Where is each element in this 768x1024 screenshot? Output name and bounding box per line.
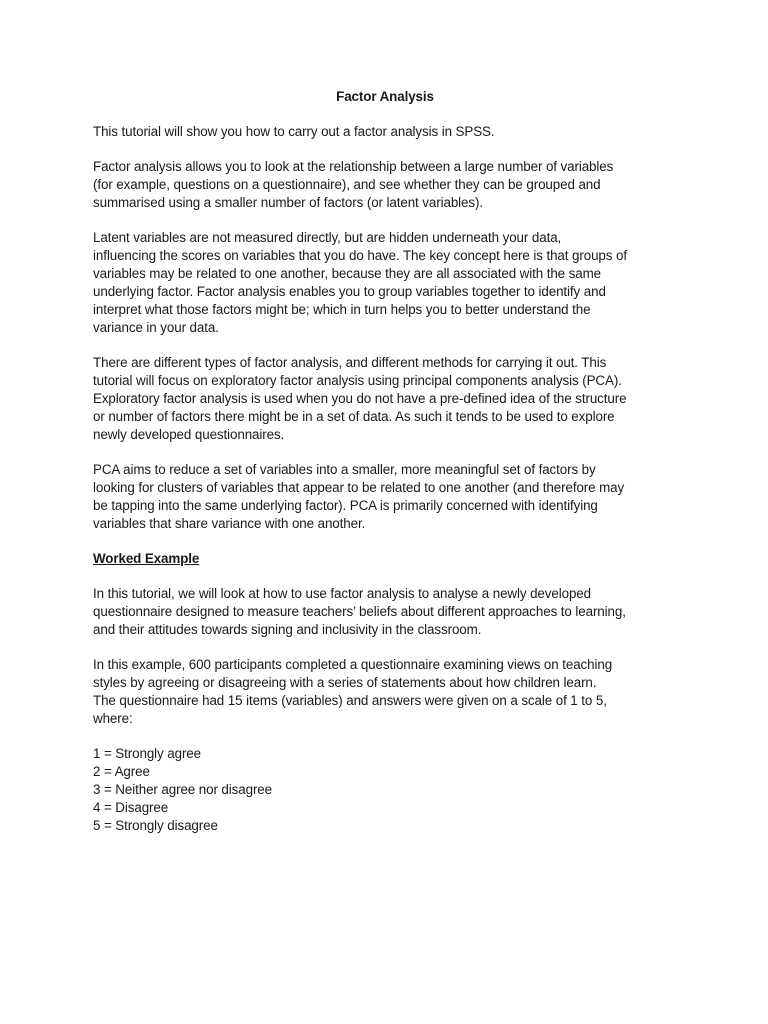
paragraph-line: There are different types of factor analysis, and different methods for carrying it out. This (93, 355, 607, 370)
paragraph-line: The questionnaire had 15 items (variables) and answers were given on a scale of 1 to 5, (93, 693, 607, 708)
paragraph-line: tutorial will focus on exploratory factor analysis using principal components analysis (PCA). (93, 373, 622, 388)
paragraph (93, 123, 683, 141)
paragraph (93, 585, 683, 639)
scale-item: 2 = Agree (93, 764, 150, 779)
paragraph-line: where: (93, 711, 133, 726)
scale-item: 4 = Disagree (93, 800, 169, 815)
paragraph-line: (for example, questions on a questionnaire), and see whether they can be grouped and (93, 177, 601, 192)
paragraph-line: styles by agreeing or disagreeing with a series of statements about how children learn. (93, 675, 597, 690)
scale-list (93, 745, 683, 835)
paragraph (93, 158, 683, 212)
page-title: Factor Analysis (336, 89, 434, 104)
paragraph-line: interpret what those factors might be; which in turn helps you to better understand the (93, 302, 591, 317)
paragraph-line: variables that share variance with one another. (93, 516, 366, 531)
paragraph-line: summarised using a smaller number of factors (or latent variables). (93, 195, 483, 210)
paragraph-line: Latent variables are not measured directly, but are hidden underneath your data, (93, 230, 562, 245)
scale-item: 1 = Strongly agree (93, 746, 201, 761)
paragraph (93, 461, 683, 533)
paragraph-line: variance in your data. (93, 320, 219, 335)
section-heading: Worked Example (93, 551, 200, 566)
scale-item: 5 = Strongly disagree (93, 818, 218, 833)
paragraph (93, 656, 683, 728)
paragraph-line: influencing the scores on variables that you do have. The key concept here is that groups of (93, 248, 627, 263)
document-content (93, 88, 683, 835)
paragraph (93, 354, 683, 444)
paragraph-line: In this example, 600 participants completed a questionnaire examining views on teaching (93, 657, 613, 672)
paragraph-line: underlying factor. Factor analysis enables you to group variables together to identify and (93, 284, 606, 299)
paragraph-line: Factor analysis allows you to look at the relationship between a large number of variables (93, 159, 614, 174)
paragraph-line: looking for clusters of variables that appear to be related to one another (and therefore may (93, 480, 625, 495)
paragraph-line: variables may be related to one another, because they are all associated with the same (93, 266, 601, 281)
body-section-intro (93, 123, 683, 533)
paragraph-line: In this tutorial, we will look at how to use factor analysis to analyse a newly developed (93, 586, 591, 601)
paragraph-line: PCA aims to reduce a set of variables into a smaller, more meaningful set of factors by (93, 462, 596, 477)
paragraph-line: This tutorial will show you how to carry out a factor analysis in SPSS. (93, 124, 495, 139)
body-section-example (93, 585, 683, 728)
scale-item: 3 = Neither agree nor disagree (93, 782, 273, 797)
paragraph-line: questionnaire designed to measure teachers’ beliefs about different approaches to learning, (93, 604, 626, 619)
paragraph-line: Exploratory factor analysis is used when you do not have a pre-defined idea of the structure (93, 391, 627, 406)
paragraph-line: be tapping into the same underlying factor). PCA is primarily concerned with identifying (93, 498, 598, 513)
paragraph-line: newly developed questionnaires. (93, 427, 285, 442)
paragraph (93, 229, 683, 337)
paragraph-line: or number of factors there might be in a set of data. As such it tends to be used to explore (93, 409, 615, 424)
paragraph-line: and their attitudes towards signing and inclusivity in the classroom. (93, 622, 482, 637)
